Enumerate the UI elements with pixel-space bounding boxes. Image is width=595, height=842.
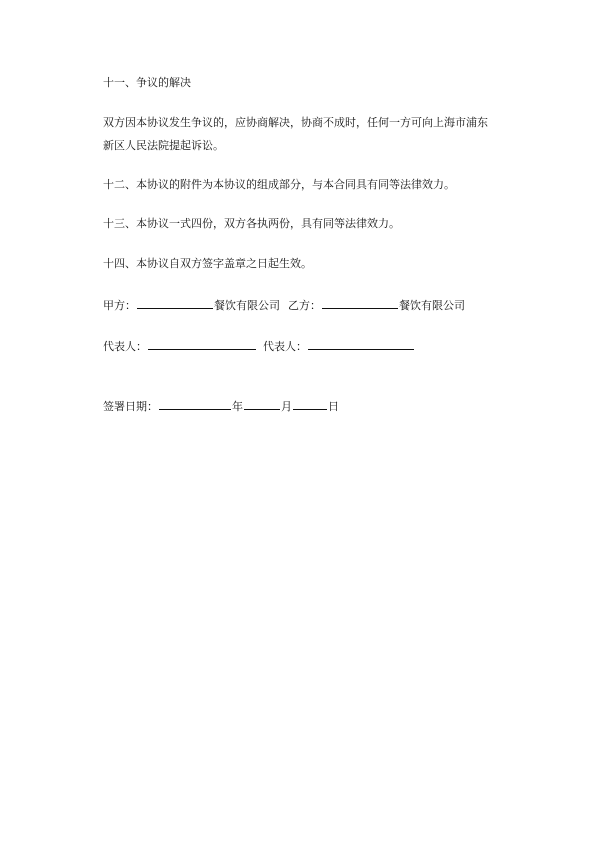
party-b-label: 乙方： — [288, 299, 321, 312]
rep-b-label: 代表人： — [263, 340, 307, 353]
year-label: 年 — [232, 400, 243, 413]
section-13: 十三、本协议一式四份，双方各执两份，具有同等法律效力。 — [103, 217, 400, 230]
day-blank — [293, 398, 327, 410]
month-label: 月 — [281, 400, 292, 413]
section-12: 十二、本协议的附件为本协议的组成部分，与本合同具有同等法律效力。 — [103, 178, 455, 191]
section-11-body-line1: 双方因本协议发生争议的，应协商解决，协商不成时，任何一方可向上海市浦东 — [103, 116, 488, 129]
section-11-title: 十一、争议的解决 — [103, 76, 191, 89]
date-label: 签署日期： — [103, 400, 158, 413]
rep-a-label: 代表人： — [103, 340, 147, 353]
rep-b-blank — [308, 338, 414, 350]
party-a-suffix: 餐饮有限公司 — [214, 299, 280, 312]
party-a-label: 甲方： — [103, 299, 136, 312]
party-b-suffix: 餐饮有限公司 — [399, 299, 465, 312]
section-11-body-line2: 新区人民法院提起诉讼。 — [103, 139, 224, 152]
section-14: 十四、本协议自双方签字盖章之日起生效。 — [103, 257, 312, 270]
month-blank — [244, 398, 280, 410]
rep-a-blank — [148, 338, 256, 350]
day-label: 日 — [328, 400, 339, 413]
party-a-blank — [137, 297, 213, 309]
representative-line — [103, 338, 415, 354]
party-signature-line — [103, 297, 465, 313]
party-b-blank — [322, 297, 398, 309]
year-blank — [159, 398, 231, 410]
date-line — [103, 398, 339, 414]
